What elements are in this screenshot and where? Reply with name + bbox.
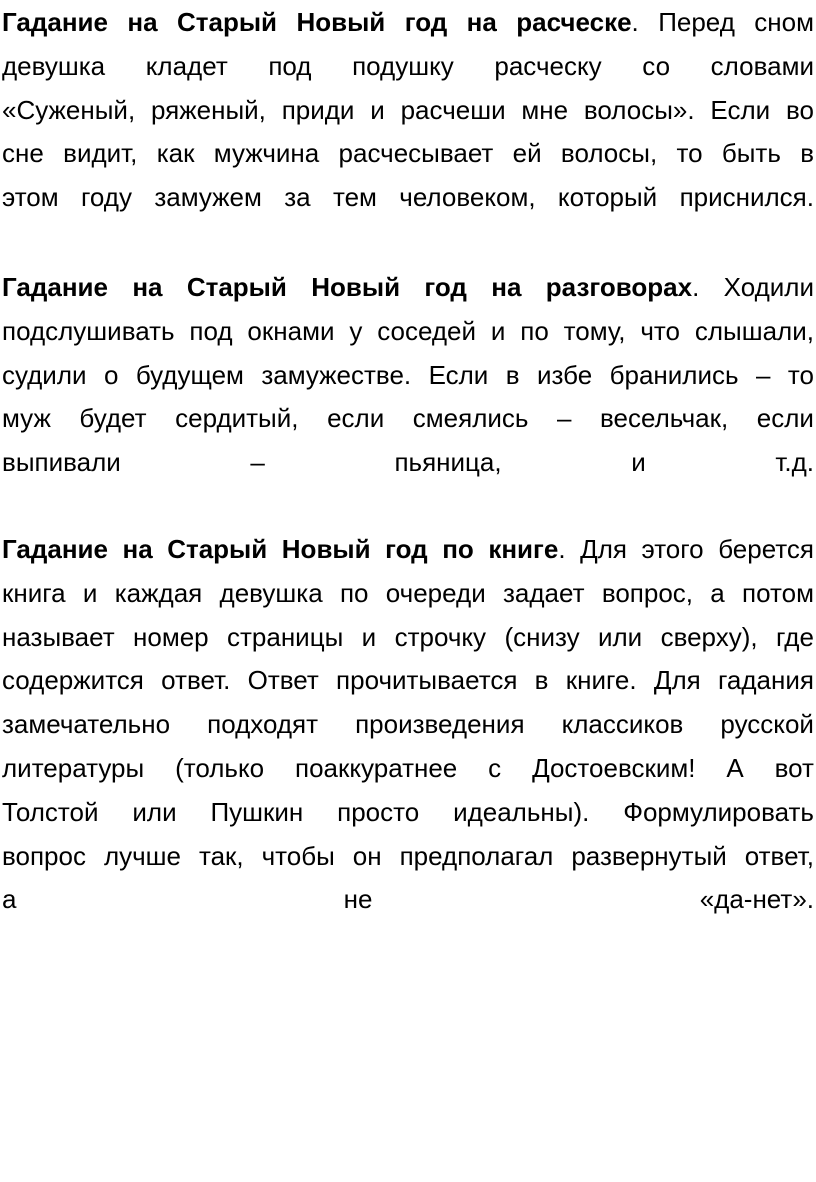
word: Старый: [176, 7, 278, 37]
word: волосы».: [583, 94, 695, 125]
word: он: [352, 840, 382, 871]
text-line: [2, 834, 814, 878]
word: кладет: [145, 50, 228, 81]
word: то: [676, 138, 703, 169]
word: у: [349, 315, 363, 346]
word: сном: [754, 7, 814, 37]
text-line: [2, 44, 814, 88]
word: Гадание: [2, 272, 108, 302]
text-line: [2, 131, 814, 175]
word: ей: [512, 138, 542, 169]
word: так,: [198, 840, 244, 871]
word: тому,: [563, 315, 626, 346]
word: если: [327, 403, 385, 434]
text-line: [2, 265, 814, 309]
word: Если: [428, 359, 489, 390]
word: Перед: [658, 7, 735, 37]
word: задает: [503, 577, 585, 608]
word: человеком,: [399, 182, 536, 213]
word: Новый: [311, 272, 401, 302]
text-line: [2, 353, 814, 397]
word: будущем: [135, 359, 244, 390]
word: номер: [133, 621, 209, 652]
word: девушка: [2, 50, 106, 81]
word: будет: [79, 403, 147, 434]
word: ряженый,: [150, 94, 266, 125]
word: видит,: [63, 138, 138, 169]
word: где: [775, 621, 814, 652]
word: девушка: [219, 577, 323, 608]
word: на: [491, 272, 522, 302]
word: А: [726, 753, 744, 783]
word: на: [132, 272, 163, 302]
word: год: [385, 534, 428, 564]
word: ответ,: [744, 840, 814, 871]
text-line: [2, 88, 814, 132]
word: замужем: [154, 182, 262, 213]
word: вопрос: [2, 840, 86, 871]
word: мне: [521, 94, 569, 125]
word: если: [756, 403, 814, 434]
text-line: [2, 440, 814, 484]
word: судили: [2, 359, 87, 390]
word: поаккуратнее: [294, 753, 458, 783]
word: и: [631, 447, 646, 478]
word: сне: [2, 138, 44, 169]
word: чтобы: [261, 840, 335, 871]
word: или: [132, 796, 177, 827]
word: ответ.: [161, 665, 231, 696]
word: в: [534, 665, 549, 696]
word: этого: [641, 534, 704, 564]
word: книге.: [488, 534, 566, 564]
word: муж: [2, 403, 51, 434]
word: год: [404, 7, 448, 37]
word: замечательно: [2, 709, 171, 740]
word: –: [557, 403, 572, 434]
word: а: [2, 884, 17, 915]
word: русской: [720, 709, 814, 740]
word: приди: [281, 94, 355, 125]
text-line: [2, 658, 814, 702]
word: или: [597, 621, 643, 652]
word: во: [785, 94, 814, 125]
word: по: [520, 315, 549, 346]
word: с: [488, 753, 502, 783]
word: Формулировать: [623, 796, 814, 827]
word: «Суженый,: [2, 94, 136, 125]
word: году: [81, 182, 132, 213]
word: окнами: [247, 315, 335, 346]
word: на: [122, 534, 153, 564]
text-line: [2, 0, 814, 44]
word: идеальны).: [453, 796, 590, 827]
word: на: [127, 7, 158, 37]
word: Новый: [296, 7, 386, 37]
word: мужчина: [213, 138, 320, 169]
word: на: [466, 7, 497, 37]
word: содержится: [2, 665, 144, 696]
word: как: [156, 138, 195, 169]
word: расчесывает: [338, 138, 494, 169]
word: смеялись: [412, 403, 529, 434]
word: и: [490, 315, 506, 346]
text-line: [2, 615, 814, 659]
word: то: [787, 359, 814, 390]
word: (снизу: [504, 621, 580, 652]
word: а: [710, 577, 725, 608]
word: т.д.: [775, 447, 814, 478]
word: Ходили: [723, 272, 814, 302]
word: в: [800, 138, 814, 169]
word: вопрос,: [601, 577, 694, 608]
word: со: [642, 50, 671, 81]
word: Толстой: [2, 796, 99, 827]
word: –: [755, 359, 771, 390]
word: Достоевским!: [532, 753, 696, 783]
word: произведения: [355, 709, 525, 740]
word: называет: [2, 621, 115, 652]
word: этом: [2, 182, 59, 213]
word: прочитывается: [336, 665, 518, 696]
word: тем: [332, 182, 377, 213]
text-line: [2, 175, 814, 219]
word: о: [103, 359, 119, 390]
word: предполагал: [399, 840, 554, 871]
word: соседей: [377, 315, 476, 346]
word: сверху),: [660, 621, 758, 652]
word: книга: [2, 577, 66, 608]
word: Старый: [167, 534, 268, 564]
word: классиков: [561, 709, 684, 740]
word: приснился.: [679, 182, 814, 213]
word: сердитый,: [175, 403, 299, 434]
word: литературы: [2, 753, 145, 783]
word: слышали,: [694, 315, 814, 346]
word: Новый: [281, 534, 371, 564]
word: строчку: [394, 621, 487, 652]
word: Для: [653, 665, 701, 696]
word: который: [557, 182, 658, 213]
word: подслушивать: [2, 315, 175, 346]
word: бранились: [609, 359, 739, 390]
word: под: [268, 50, 312, 81]
word: год: [424, 272, 467, 302]
word: волосы,: [560, 138, 658, 169]
word: Если: [710, 94, 771, 125]
text-line: [2, 790, 814, 834]
word: не: [343, 884, 373, 915]
word: книге.: [565, 665, 637, 696]
word: расчеши: [400, 94, 506, 125]
word: что: [640, 315, 681, 346]
word: лучше: [103, 840, 181, 871]
word: гадания: [718, 665, 814, 696]
word: по: [339, 577, 369, 608]
word: по: [442, 534, 474, 564]
text-line: [2, 877, 814, 921]
word: и: [361, 621, 377, 652]
word: быть: [721, 138, 781, 169]
word: берется: [718, 534, 814, 564]
word: развернутый: [571, 840, 727, 871]
word: (только: [175, 753, 265, 783]
word: расческе.: [516, 7, 639, 37]
word: выпивали: [2, 447, 121, 478]
word: страницы: [227, 621, 344, 652]
word: очереди: [385, 577, 486, 608]
heading-word: разговорах: [545, 272, 693, 302]
word: избе: [536, 359, 593, 390]
text-line: [2, 309, 814, 353]
word: разговорах.: [545, 272, 700, 302]
text-line: [2, 746, 814, 790]
heading-word: расческе: [516, 7, 632, 37]
word: Ответ: [247, 665, 319, 696]
text-line: [2, 527, 814, 571]
word: Гадание: [2, 7, 108, 37]
word: подушку: [352, 50, 454, 81]
word: Старый: [186, 272, 287, 302]
text-line: [2, 571, 814, 615]
word: за: [284, 182, 311, 213]
word: расческу: [494, 50, 602, 81]
text-line: [2, 396, 814, 440]
word: Для: [580, 534, 627, 564]
word: словами: [710, 50, 814, 81]
word: замужестве.: [261, 359, 412, 390]
word: и: [82, 577, 98, 608]
word: весельчак,: [600, 403, 729, 434]
word: каждая: [114, 577, 203, 608]
word: Пушкин: [210, 796, 304, 827]
word: Гадание: [2, 534, 108, 564]
word: под: [189, 315, 233, 346]
word: и: [370, 94, 385, 125]
text-line: [2, 702, 814, 746]
word: «да-нет».: [699, 884, 814, 915]
heading-word: книге: [488, 534, 559, 564]
word: –: [250, 447, 265, 478]
word: просто: [337, 796, 420, 827]
word: пьяница,: [394, 447, 502, 478]
word: подходят: [207, 709, 319, 740]
word: потом: [742, 577, 814, 608]
word: вот: [774, 753, 814, 783]
word: в: [505, 359, 520, 390]
